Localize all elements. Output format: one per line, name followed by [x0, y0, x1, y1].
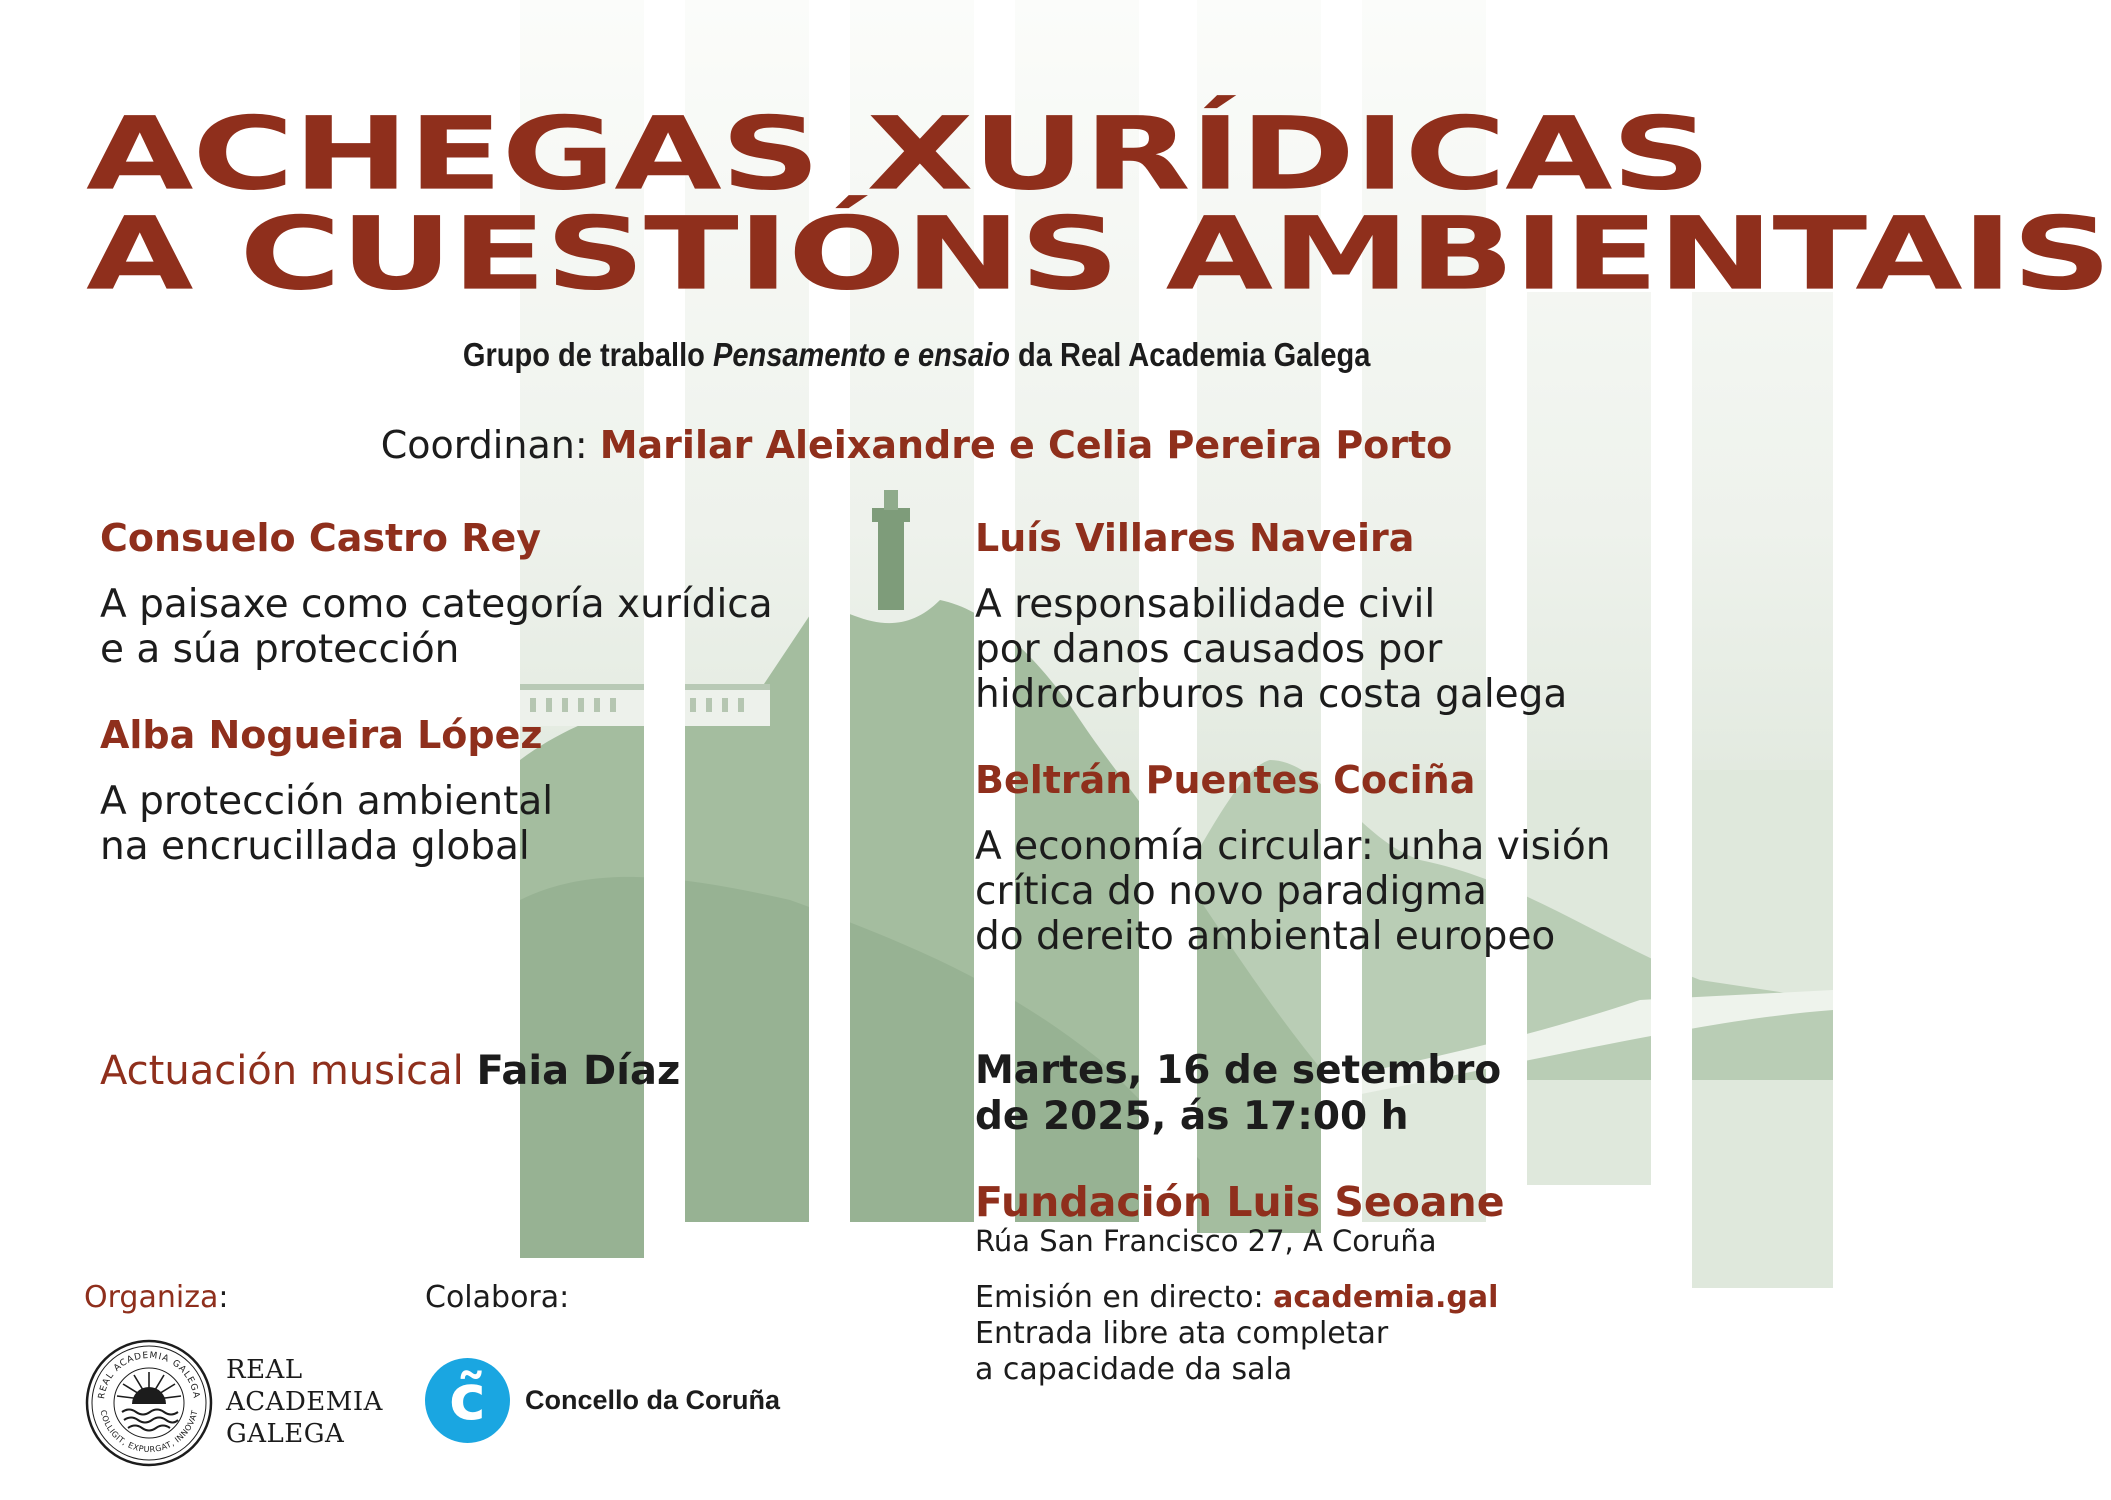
- collaborator-label-text: Colabora: [425, 1280, 560, 1315]
- stream-label: Emisión en directo:: [975, 1280, 1274, 1315]
- seal-top-text: REAL ACADEMIA GALEGA: [97, 1350, 201, 1400]
- talk-title-2: A protección ambiental na encrucillada global: [100, 779, 554, 869]
- seal-bottom-text: COLLIGIT, EXPURGAT, INNOVAT: [98, 1409, 200, 1455]
- title-line-2: [86, 195, 2111, 313]
- speaker-2: Alba Nogueira López: [100, 713, 543, 757]
- talk-title-3: A responsabilidade civil por danos causados por hidrocarburos na costa galega: [975, 582, 1568, 717]
- speaker-1: Consuelo Castro Rey: [100, 516, 542, 560]
- speaker-4: Beltrán Puentes Cociña: [975, 758, 1476, 802]
- title-line-1: [86, 95, 1711, 213]
- concello-logo-icon: [425, 1358, 510, 1443]
- entry-line-2: a capacidade da sala: [975, 1352, 1293, 1387]
- event-info: [975, 1280, 1498, 1388]
- collaborator-name: Concello da Coruña: [525, 1385, 781, 1415]
- stream-line: [975, 1280, 1498, 1316]
- subtitle-suffix: da Real Academia Galega: [1009, 336, 1371, 373]
- music-performer: Faia Díaz: [476, 1048, 681, 1094]
- stream-link[interactable]: academia.gal: [1273, 1280, 1499, 1315]
- organizer-label-colon: :: [218, 1280, 229, 1315]
- venue-name: Fundación Luis Seoane: [975, 1178, 1505, 1226]
- collaborator-label-colon: :: [559, 1280, 570, 1315]
- event-date: Martes, 16 de setembro de 2025, ás 17:00 h: [975, 1048, 1502, 1139]
- subtitle: [0, 336, 1833, 374]
- organizer-name: REAL ACADEMIA GALEGA: [226, 1355, 383, 1449]
- collaborator-label: [425, 1280, 569, 1315]
- title-line-1-text: ACHEGAS XURÍDICAS: [86, 95, 1711, 213]
- subtitle-prefix: Grupo de traballo: [462, 336, 713, 373]
- music-label: Actuación musical: [100, 1048, 477, 1094]
- music-performance: [100, 1048, 680, 1094]
- coordinators-names: Marilar Aleixandre e Celia Pereira Porto: [599, 423, 1453, 467]
- venue-address: Rúa San Francisco 27, A Coruña: [975, 1224, 1437, 1258]
- coordinators: [0, 423, 1833, 467]
- title-line-2-text: A CUESTIÓNS AMBIENTAIS: [86, 195, 2111, 313]
- concello-logo-glyph: c̃: [449, 1360, 486, 1434]
- entry-line-1: Entrada libre ata completar: [975, 1316, 1389, 1351]
- talk-title-1: A paisaxe como categoría xurídica e a súa protección: [100, 582, 773, 672]
- organizer-label: [84, 1280, 228, 1315]
- organizer-label-text: Organiza: [84, 1280, 219, 1315]
- subtitle-italic: Pensamento e ensaio: [712, 336, 1010, 373]
- talk-title-4: A economía circular: unha visión crítica do novo paradigma do dereito ambiental europeo: [975, 824, 1611, 959]
- speaker-3: Luís Villares Naveira: [975, 516, 1415, 560]
- real-academia-galega-seal-icon: [84, 1338, 214, 1468]
- coordinators-label: Coordinan:: [380, 423, 600, 467]
